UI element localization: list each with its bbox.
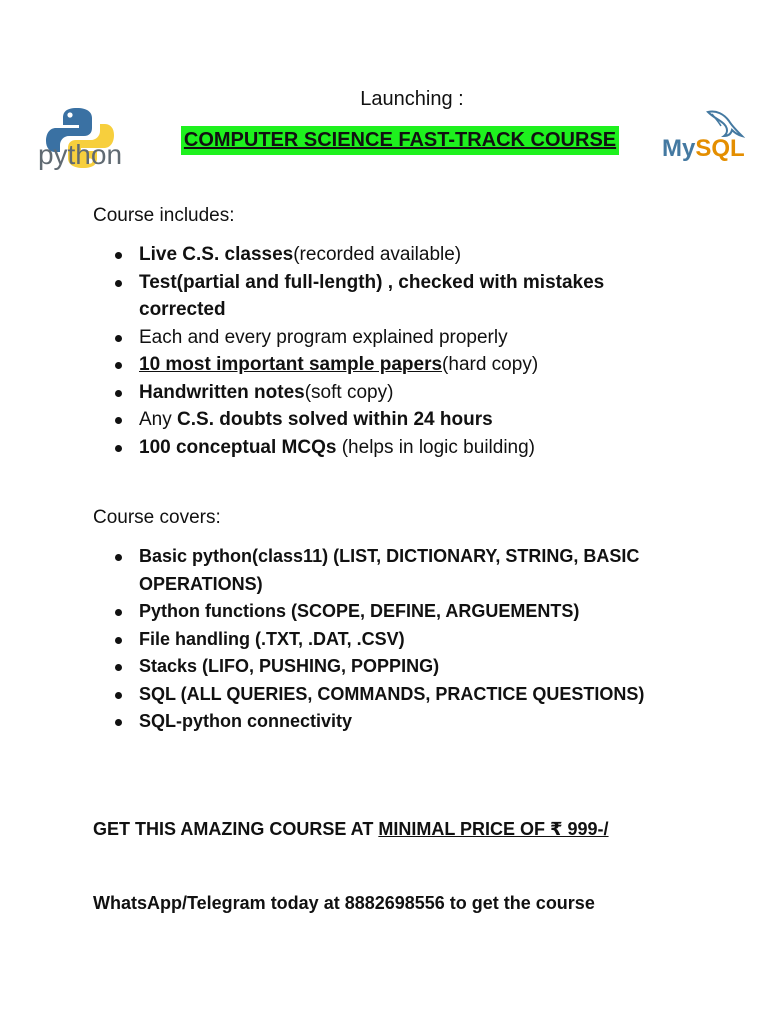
list-item: SQL (ALL QUERIES, COMMANDS, PRACTICE QUESTIONS)	[93, 681, 663, 709]
offer-prefix: GET THIS AMAZING COURSE AT	[93, 819, 379, 839]
mysql-logo	[658, 106, 750, 166]
list-item	[93, 406, 673, 434]
list-item: Basic python(class11) (LIST, DICTIONARY, STRING, BASIC OPERATIONS)	[93, 543, 663, 598]
list-item: Stacks (LIFO, PUSHING, POPPING)	[93, 653, 663, 681]
includes-label: Course includes:	[93, 205, 235, 226]
covers-label: Course covers:	[93, 507, 221, 528]
item-text: (recorded available)	[293, 244, 462, 265]
mysql-logo-graphic	[658, 106, 750, 166]
item-underlined-text: 10 most important sample papers	[139, 354, 443, 375]
item-bold-text: C.S. doubts solved within 24 hours	[177, 409, 493, 430]
course-title: COMPUTER SCIENCE FAST-TRACK COURSE	[181, 126, 619, 155]
mysql-logo-text: MySQL	[662, 135, 745, 162]
covers-list	[93, 543, 663, 736]
list-item	[93, 379, 673, 407]
contact-line: WhatsApp/Telegram today at 8882698556 to get the course	[93, 893, 595, 913]
item-bold-text: Live C.S. classes	[139, 244, 294, 265]
offer-line	[93, 819, 609, 840]
item-bold-text: Handwritten notes	[139, 381, 305, 403]
list-item	[93, 269, 673, 324]
python-logo-graphic	[22, 100, 138, 176]
item-bold-text: 100 conceptual MCQs	[139, 436, 337, 458]
item-text: (hard copy)	[442, 354, 539, 375]
list-item	[93, 434, 673, 462]
list-item: File handling (.TXT, .DAT, .CSV)	[93, 626, 663, 654]
includes-list	[93, 241, 673, 461]
item-text: (soft copy)	[304, 381, 394, 403]
python-logo	[22, 100, 138, 176]
offer-price: MINIMAL PRICE OF ₹ 999-/	[378, 819, 609, 839]
item-text: Any	[139, 409, 178, 430]
item-bold-text: Test(partial and full-length) , checked with mistakes corrected	[139, 271, 605, 320]
list-item: SQL-python connectivity	[93, 708, 663, 736]
python-logo-text: python	[37, 139, 123, 170]
list-item: Python functions (SCOPE, DEFINE, ARGUEMENTS)	[93, 598, 663, 626]
item-text: (helps in logic building)	[336, 436, 536, 458]
launching-label: Launching :	[360, 88, 464, 110]
list-item	[93, 324, 673, 352]
item-text: Each and every program explained properly	[139, 326, 508, 348]
list-item	[93, 351, 673, 379]
list-item	[93, 241, 673, 269]
